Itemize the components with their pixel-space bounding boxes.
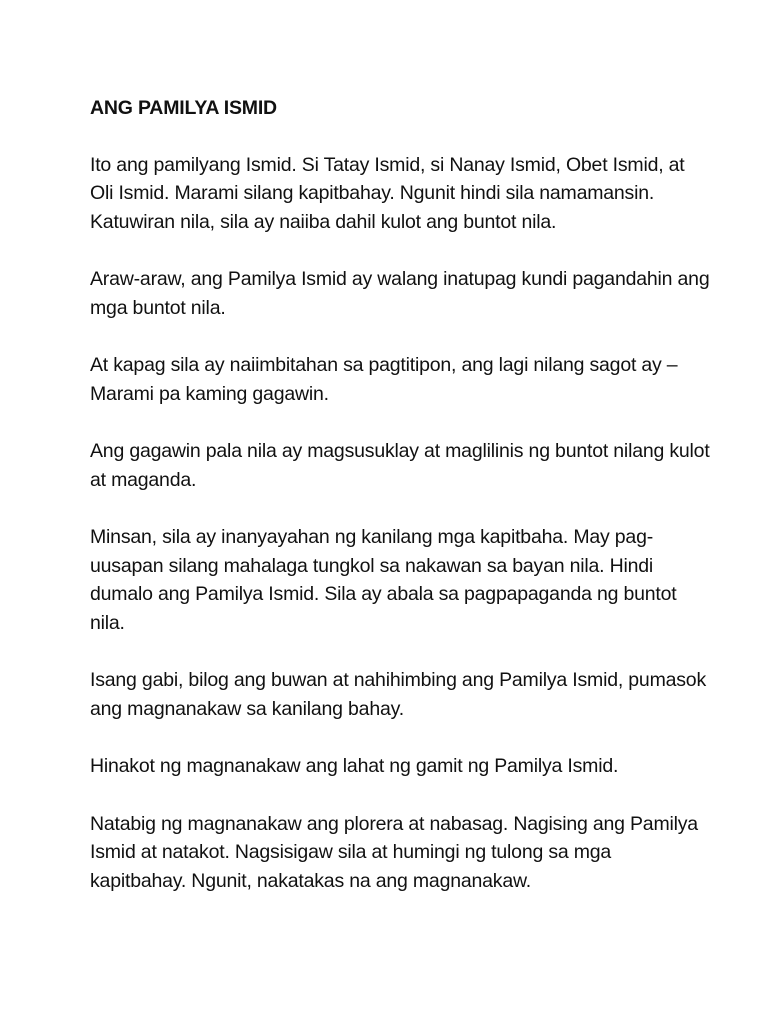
paragraph-3: At kapag sila ay naiimbitahan sa pagtitipon, ang lagi nilang sagot ay – Marami pa kaming gagawin. — [90, 354, 678, 405]
document-title: ANG PAMILYA ISMID — [90, 97, 277, 119]
paragraph-7: Hinakot ng magnanakaw ang lahat ng gamit ng Pamilya Ismid. — [90, 755, 619, 777]
document-body — [90, 94, 710, 924]
paragraph-4: Ang gagawin pala nila ay magsusuklay at maglilinis ng buntot nilang kulot at maganda. — [90, 440, 710, 491]
paragraph-2: Araw-araw, ang Pamilya Ismid ay walang inatupag kundi pagandahin ang mga buntot nila. — [90, 268, 710, 319]
paragraph-5: Minsan, sila ay inanyayahan ng kanilang mga kapitbaha. May pag-uusapan silang mahalaga tungkol sa nakawan sa bayan nila. Hindi dumalo ang Pamilya Ismid. Sila ay abala sa pagpapaganda ng buntot nila. — [90, 526, 677, 634]
paragraph-1: Ito ang pamilyang Ismid. Si Tatay Ismid, si Nanay Ismid, Obet Ismid, at Oli Ismid. Marami silang kapitbahay. Ngunit hindi sila namamansin. Katuwiran nila, sila ay naiiba dahil kulot ang buntot nila. — [90, 153, 685, 233]
paragraph-6: Isang gabi, bilog ang buwan at nahihimbing ang Pamilya Ismid, pumasok ang magnanakaw sa kanilang bahay. — [90, 669, 706, 720]
paragraph-8: Natabig ng magnanakaw ang plorera at nabasag. Nagising ang Pamilya Ismid at natakot. Nagsisigaw sila at humingi ng tulong sa mga kapitbahay. Ngunit, nakatakas na ang magnanakaw. — [90, 812, 698, 892]
